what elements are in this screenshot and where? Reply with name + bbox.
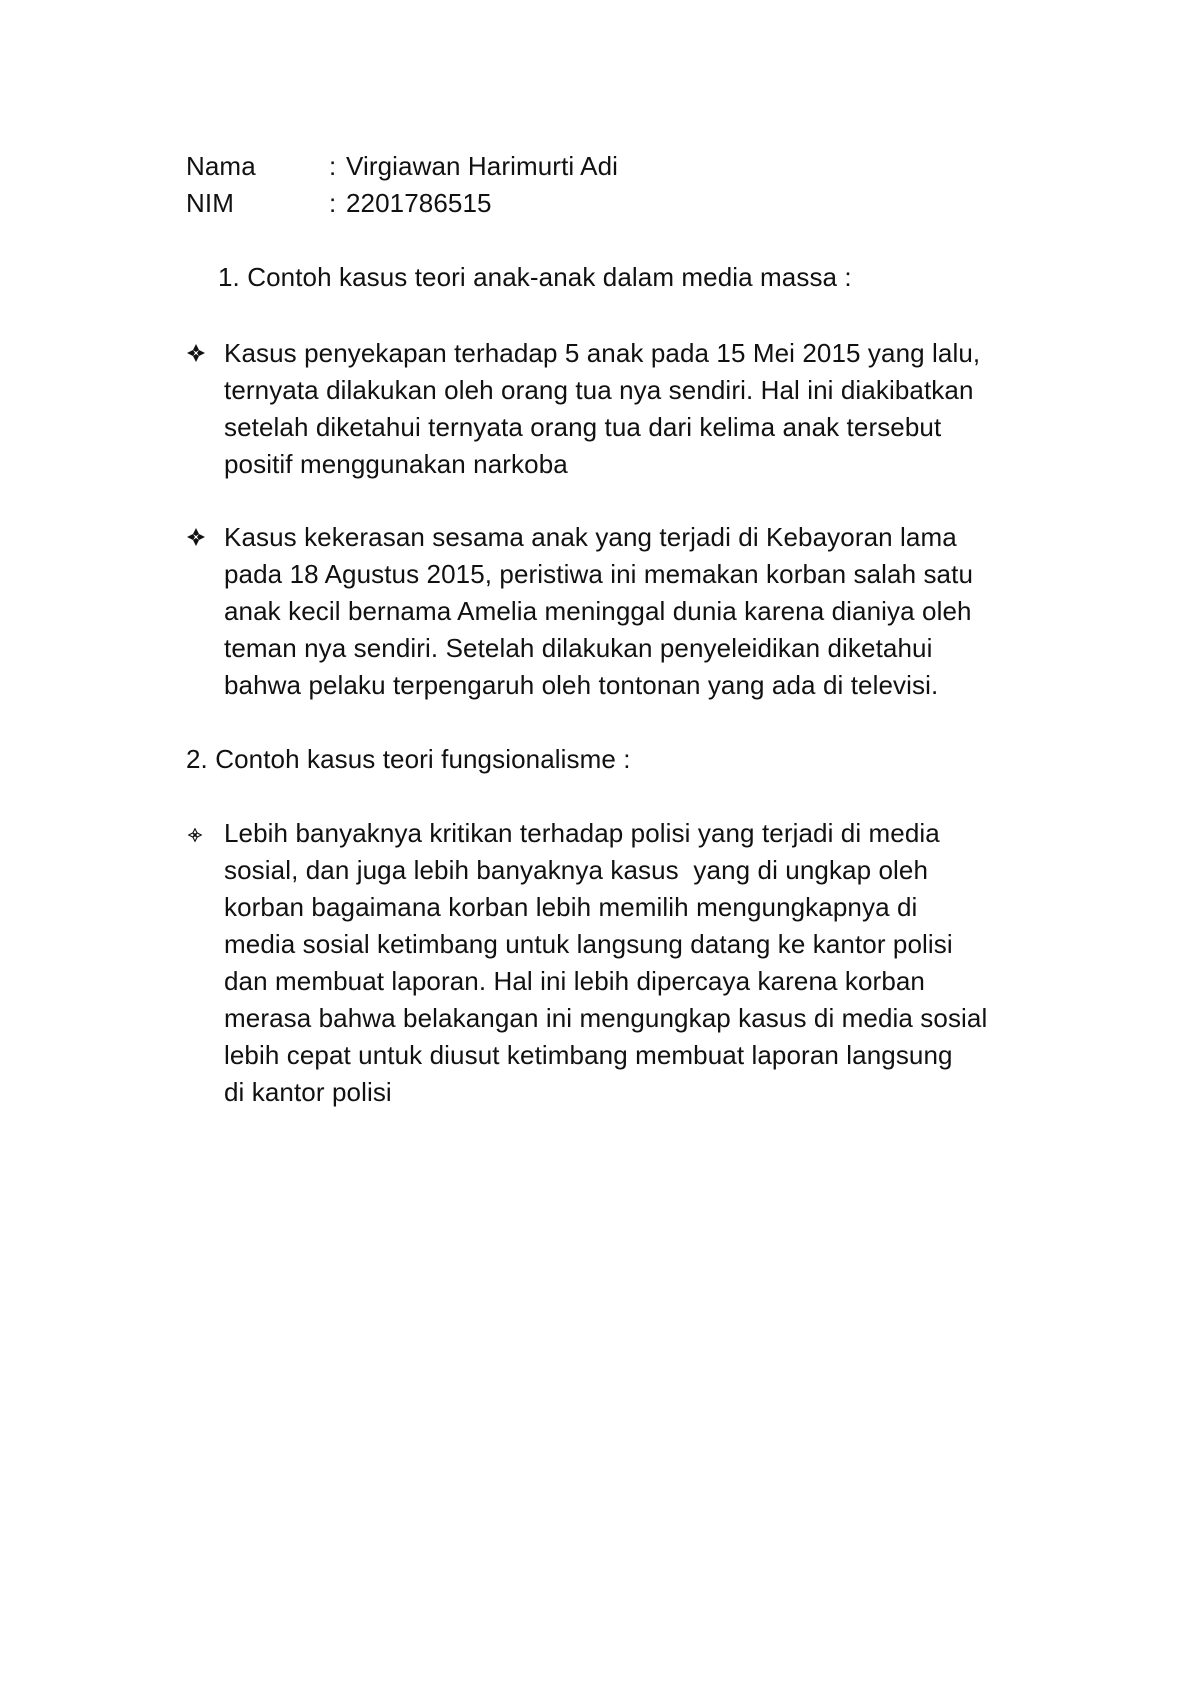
bullet-line: sosial, dan juga lebih banyaknya kasus yang di ungkap oleh <box>224 855 929 885</box>
name-separator: : <box>329 151 337 181</box>
bullet-text <box>224 519 973 704</box>
bullet-line: media sosial ketimbang untuk langsung datang ke kantor polisi <box>224 929 953 959</box>
section-1-heading: 1. Contoh kasus teori anak-anak dalam media massa : <box>218 262 852 292</box>
bullet-text <box>224 815 987 1111</box>
bullet-line: teman nya sendiri. Setelah dilakukan penyeleidikan diketahui <box>224 633 933 663</box>
bullet-line: merasa bahwa belakangan ini mengungkap kasus di media sosial <box>224 1003 988 1033</box>
name-label: Nama <box>186 151 256 181</box>
bullet-line: ternyata dilakukan oleh orang tua nya sendiri. Hal ini diakibatkan <box>224 375 974 405</box>
diamond-bullet-icon <box>186 343 206 363</box>
bullet-line: Kasus kekerasan sesama anak yang terjadi di Kebayoran lama <box>224 522 957 552</box>
bullet-line: lebih cepat untuk diusut ketimbang membuat laporan langsung <box>224 1040 953 1070</box>
bullet-line: Lebih banyaknya kritikan terhadap polisi yang terjadi di media <box>224 818 940 848</box>
bullet-text <box>224 335 980 483</box>
diamond-outline-bullet-icon <box>188 828 202 842</box>
name-value: Virgiawan Harimurti Adi <box>346 151 619 181</box>
bullet-line: Kasus penyekapan terhadap 5 anak pada 15 Mei 2015 yang lalu, <box>224 338 981 368</box>
bullet-line: bahwa pelaku terpengaruh oleh tontonan yang ada di televisi. <box>224 670 939 700</box>
nim-value: 2201786515 <box>346 188 492 218</box>
nim-label: NIM <box>186 188 234 218</box>
bullet-line: di kantor polisi <box>224 1077 392 1107</box>
bullet-line: setelah diketahui ternyata orang tua dari kelima anak tersebut <box>224 412 942 442</box>
nim-separator: : <box>329 188 337 218</box>
bullet-line: korban bagaimana korban lebih memilih mengungkapnya di <box>224 892 918 922</box>
bullet-line: positif menggunakan narkoba <box>224 449 568 479</box>
bullet-line: anak kecil bernama Amelia meninggal dunia karena dianiya oleh <box>224 596 972 626</box>
section-2-heading: 2. Contoh kasus teori fungsionalisme : <box>186 744 631 774</box>
bullet-line: dan membuat laporan. Hal ini lebih dipercaya karena korban <box>224 966 925 996</box>
bullet-line: pada 18 Agustus 2015, peristiwa ini memakan korban salah satu <box>224 559 974 589</box>
diamond-bullet-icon <box>186 527 206 547</box>
